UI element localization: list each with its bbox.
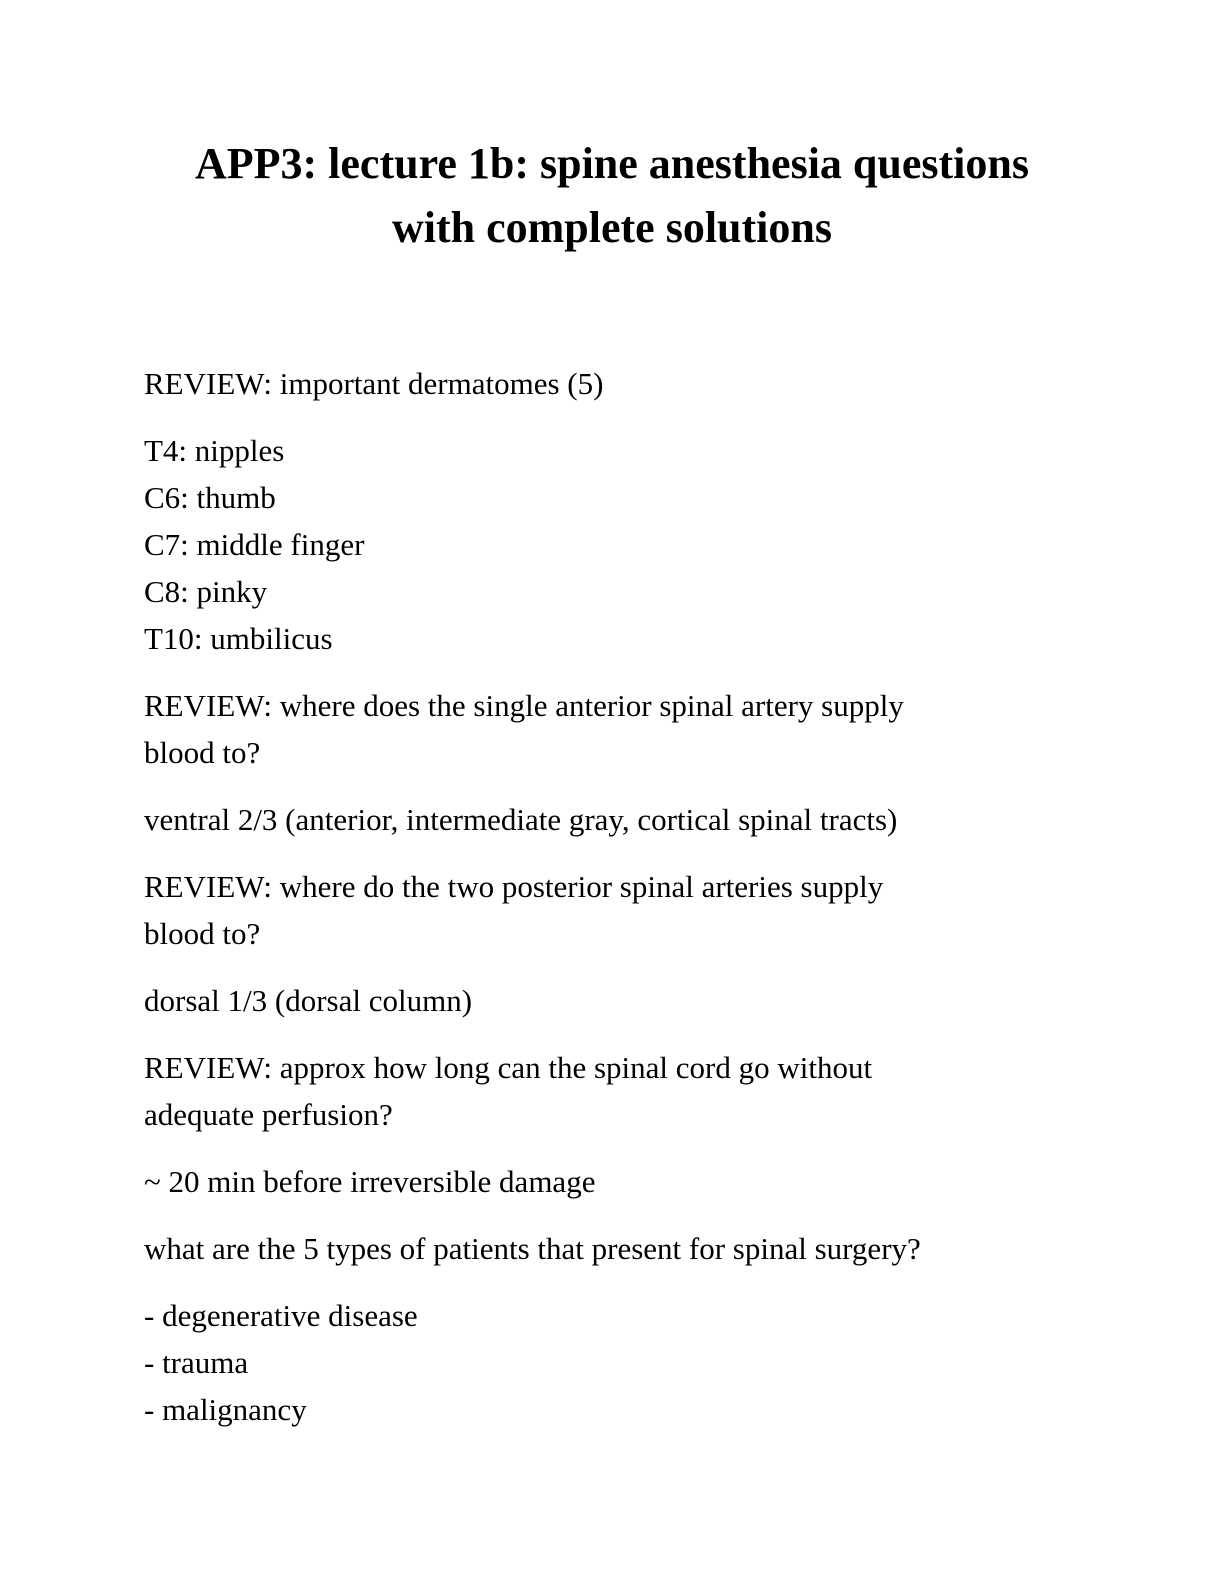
document-body: [144, 360, 1080, 1433]
text-line: - degenerative disease: [144, 1298, 418, 1333]
text-line: dorsal 1/3 (dorsal column): [144, 983, 473, 1018]
paragraph-answer-anterior-artery: [144, 796, 1080, 843]
text-line: what are the 5 types of patients that present for spinal surgery?: [144, 1231, 921, 1266]
text-line: blood to?: [144, 735, 261, 770]
text-line: blood to?: [144, 916, 261, 951]
paragraph-question-patient-types: [144, 1225, 1080, 1272]
text-line: REVIEW: approx how long can the spinal cord go without: [144, 1050, 873, 1085]
paragraph-answer-posterior-arteries: [144, 977, 1080, 1024]
paragraph-question-dermatomes: [144, 360, 1080, 407]
text-line: - malignancy: [144, 1392, 307, 1427]
title-line: APP3: lecture 1b: spine anesthesia questions: [195, 139, 1029, 188]
text-line: REVIEW: where do the two posterior spinal arteries supply: [144, 869, 884, 904]
text-line: T10: umbilicus: [144, 621, 333, 656]
document-title: [144, 132, 1080, 260]
text-line: T4: nipples: [144, 433, 285, 468]
text-line: ventral 2/3 (anterior, intermediate gray, cortical spinal tracts): [144, 802, 898, 837]
paragraph-answer-patient-types-list: [144, 1292, 1080, 1433]
text-line: adequate perfusion?: [144, 1097, 393, 1132]
paragraph-question-posterior-arteries: [144, 863, 1080, 957]
text-line: C7: middle finger: [144, 527, 365, 562]
text-line: C6: thumb: [144, 480, 276, 515]
paragraph-question-anterior-artery: [144, 682, 1080, 776]
paragraph-question-perfusion-time: [144, 1044, 1080, 1138]
paragraph-answer-perfusion-time: [144, 1158, 1080, 1205]
text-line: C8: pinky: [144, 574, 268, 609]
text-line: REVIEW: where does the single anterior spinal artery supply: [144, 688, 904, 723]
text-line: - trauma: [144, 1345, 249, 1380]
paragraph-answer-dermatome-list: [144, 427, 1080, 662]
title-line: with complete solutions: [392, 203, 832, 252]
text-line: REVIEW: important dermatomes (5): [144, 366, 604, 401]
text-line: ~ 20 min before irreversible damage: [144, 1164, 596, 1199]
